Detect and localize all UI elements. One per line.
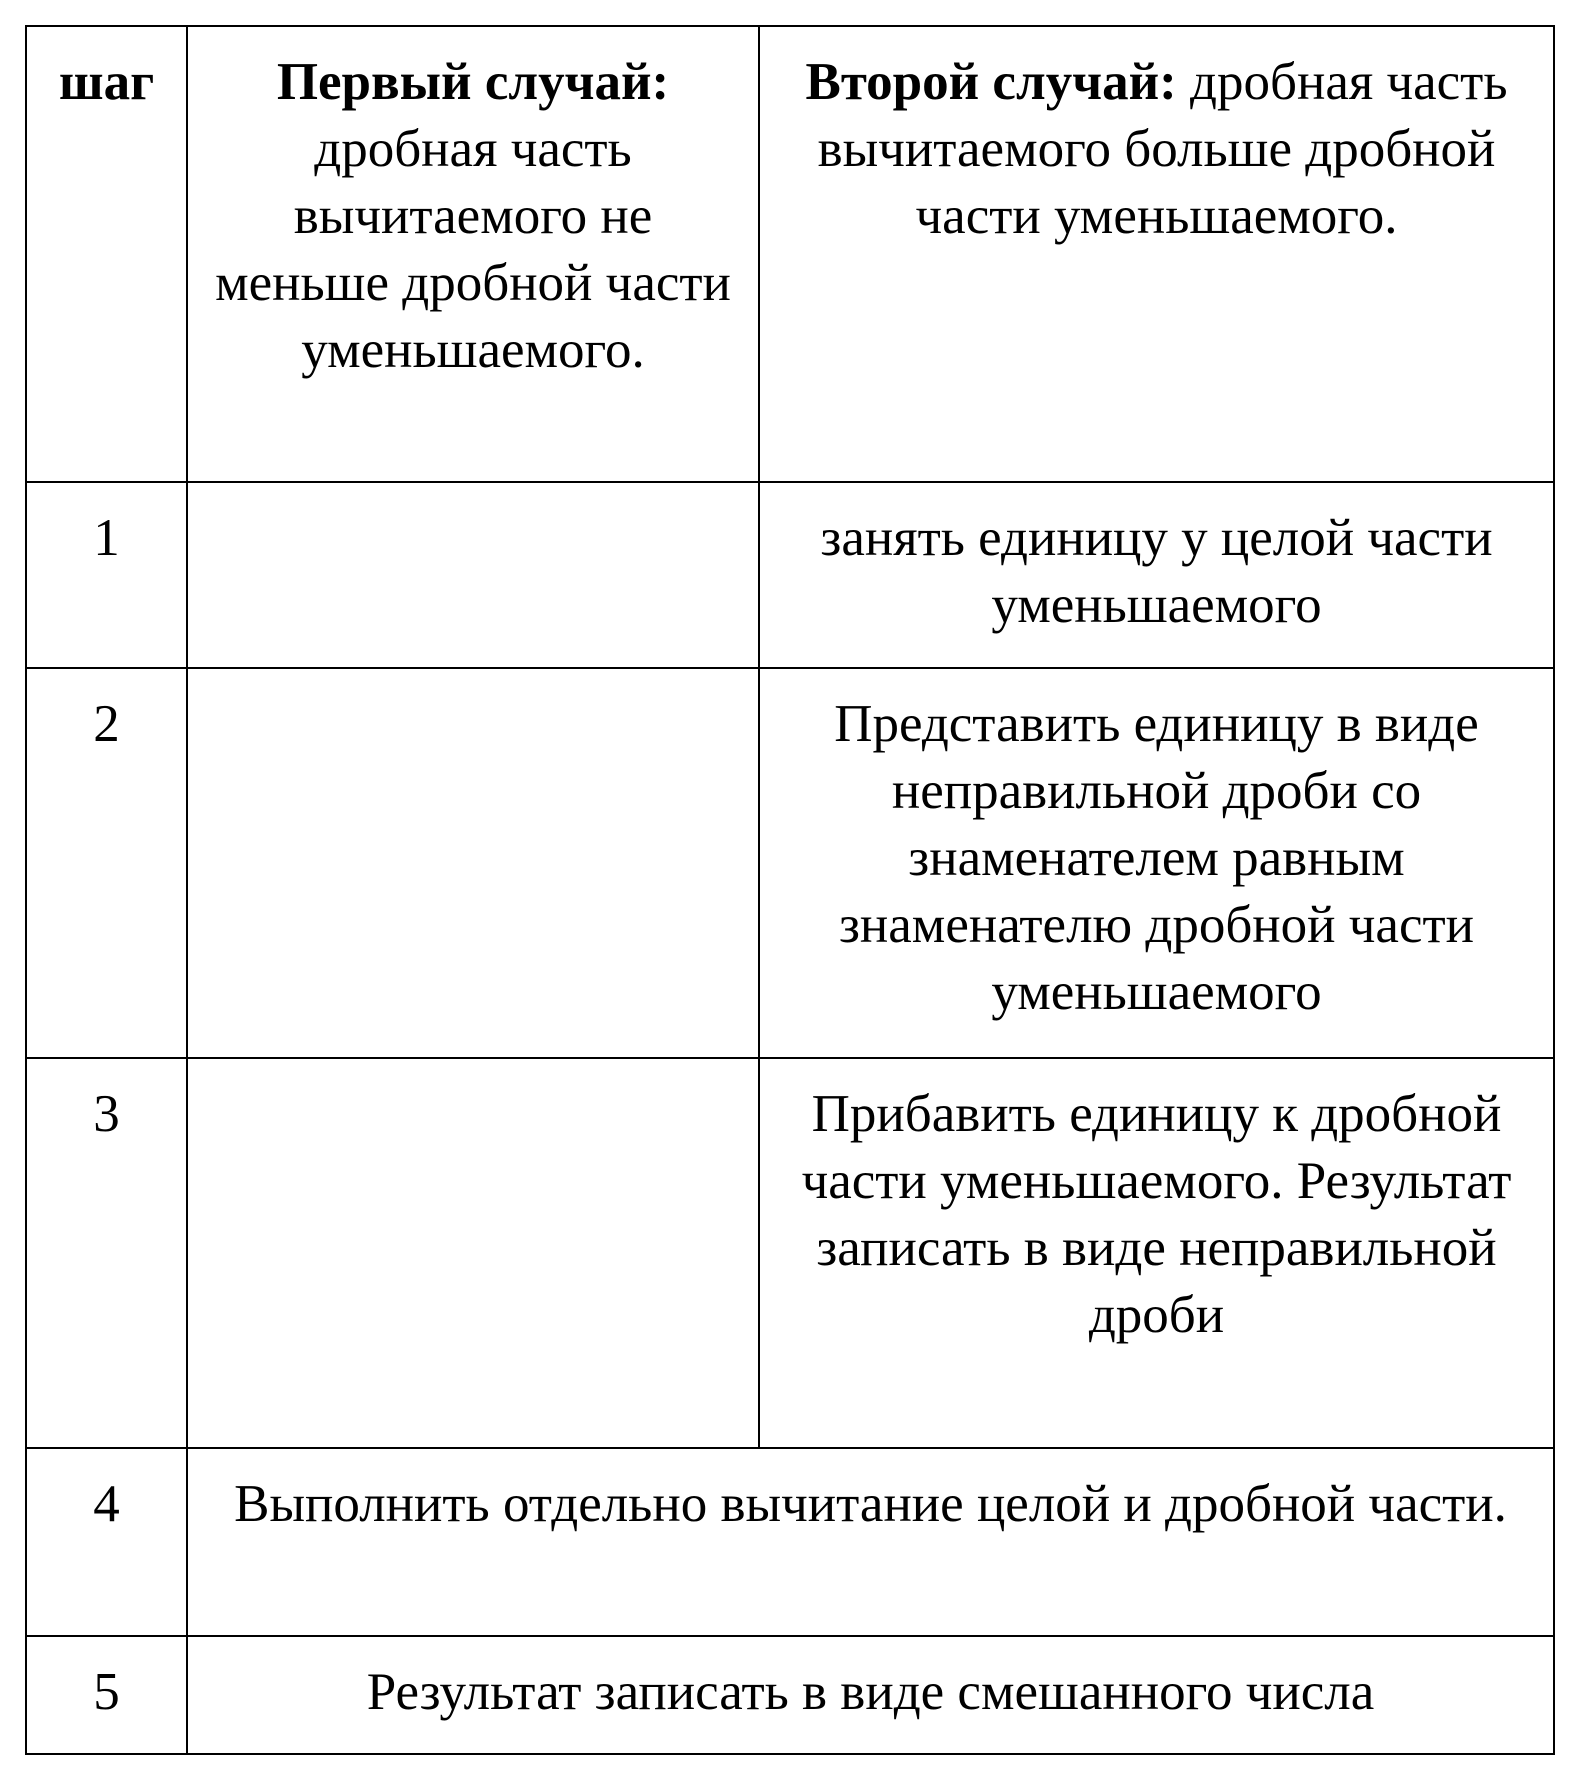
first-case-cell [187, 668, 759, 1058]
step-number: 5 [26, 1636, 187, 1754]
step-number: 3 [26, 1058, 187, 1448]
header-step [26, 26, 187, 482]
table-row [26, 1636, 1554, 1754]
header-step-label: шаг [58, 53, 155, 111]
first-case-title: Первый случай: [276, 53, 670, 111]
merged-cell: Результат записать в виде смешанного числа [187, 1636, 1554, 1754]
table-row [26, 668, 1554, 1058]
second-case-cell: занять единицу у целой части уменьшаемого [759, 482, 1554, 668]
first-case-text: дробная часть вычитаемого не меньше дробной части уменьшаемого. [215, 120, 731, 379]
step-number: 1 [26, 482, 187, 668]
second-case-title: Второй случай: [805, 53, 1177, 111]
second-case-text: дробная часть вычитаемого больше дробной части уменьшаемого. [817, 53, 1508, 245]
table-row [26, 1058, 1554, 1448]
step-number: 2 [26, 668, 187, 1058]
table-header-row [26, 26, 1554, 482]
subtraction-steps-table [25, 25, 1555, 1755]
second-case-cell: Представить единицу в виде неправильной дроби со знаменателем равным знаменателю дробной части уменьшаемого [759, 668, 1554, 1058]
second-case-cell: Прибавить единицу к дробной части уменьшаемого. Результат записать в виде неправильной дроби [759, 1058, 1554, 1448]
merged-cell: Выполнить отдельно вычитание целой и дробной части. [187, 1448, 1554, 1636]
step-number: 4 [26, 1448, 187, 1636]
first-case-cell [187, 1058, 759, 1448]
first-case-cell [187, 482, 759, 668]
header-second-case [759, 26, 1554, 482]
table-row [26, 482, 1554, 668]
table-row [26, 1448, 1554, 1636]
header-first-case [187, 26, 759, 482]
